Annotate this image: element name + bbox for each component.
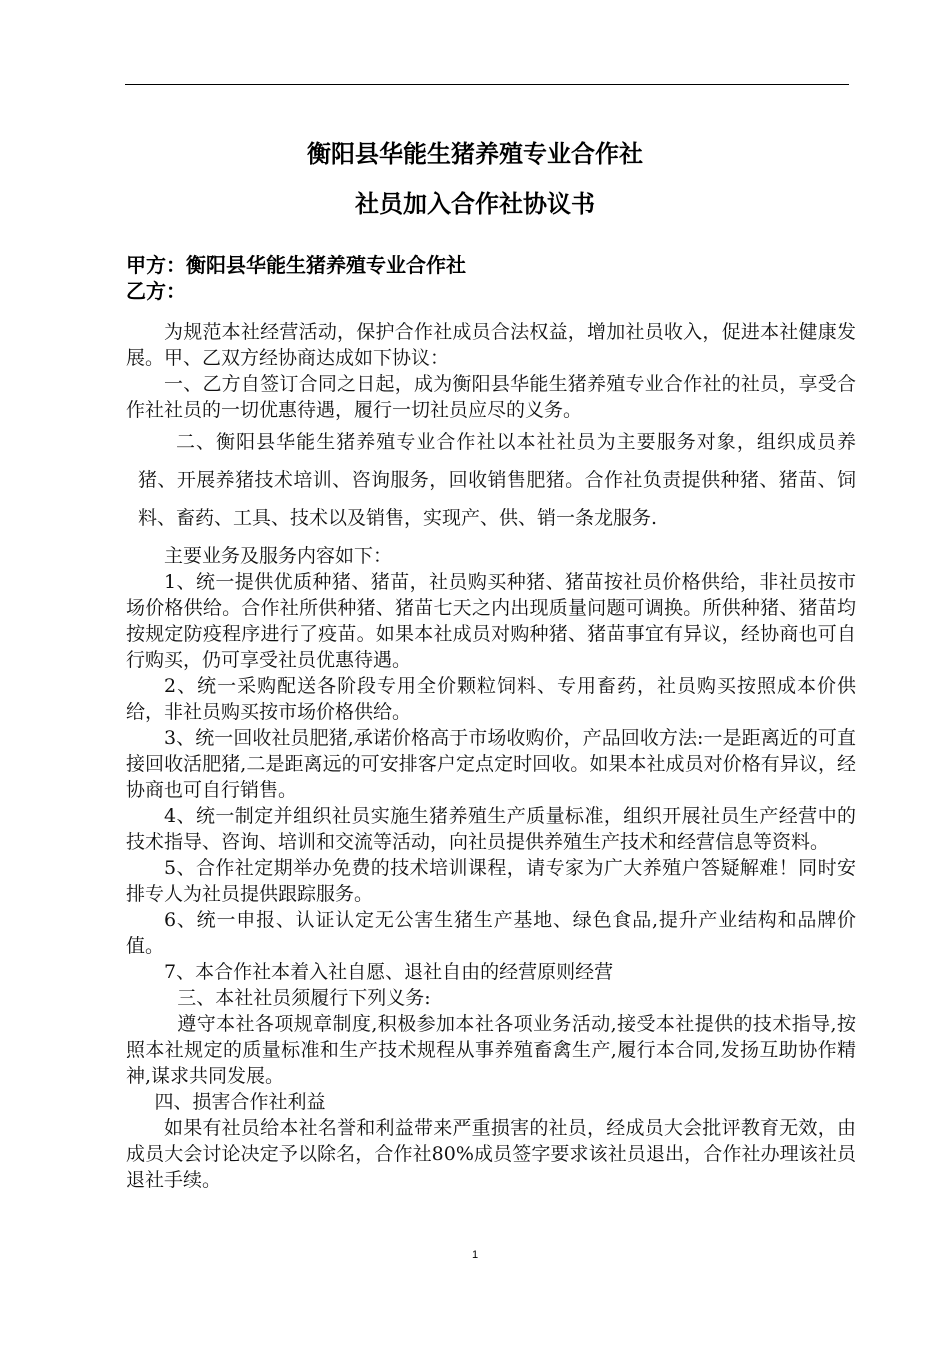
paragraph-services-heading: 主要业务及服务内容如下： xyxy=(164,545,393,567)
paragraph-service-5: 5、合作社定期举办免费的技术培训课程，请专家为广大养殖户答疑解难！同时安排专人为社员提供跟踪服务。 xyxy=(126,857,856,905)
agreement-body xyxy=(126,319,856,1193)
page-number: 1 xyxy=(471,1249,479,1261)
document-title: 衡阳县华能生猪养殖专业合作社 xyxy=(307,140,643,168)
paragraph-preamble: 为规范本社经营活动，保护合作社成员合法权益，增加社员收入，促进本社健康发展。甲、乙双方经协商达成如下协议： xyxy=(126,321,856,369)
paragraph-clause-3-body: 遵守本社各项规章制度,积极参加本社各项业务活动,接受本社提供的技术指导,按照本社规定的质量标准和生产技术规程从事养殖畜禽生产,履行本合同,发扬互助协作精神,谋求共同发展。 xyxy=(126,1013,856,1087)
paragraph-service-3: 3、统一回收社员肥猪,承诺价格高于市场收购价，产品回收方法:一是距离近的可直接回收活肥猪,二是距离远的可安排客户定点定时回收。如果本社成员对价格有异议，经协商也可自行销售。 xyxy=(126,727,856,801)
paragraph-clause-2: 二、衡阳县华能生猪养殖专业合作社以本社社员为主要服务对象，组织成员养猪、开展养猪技术培训、咨询服务，回收销售肥猪。合作社负责提供种猪、猪苗、饲料、畜药、工具、技术以及销售，实现产、供、销一条龙服务. xyxy=(138,431,856,529)
paragraph-service-4: 4、统一制定并组织社员实施生猪养殖生产质量标准，组织开展社员生产经营中的技术指导、咨询、培训和交流等活动，向社员提供养殖生产技术和经营信息等资料。 xyxy=(126,805,856,853)
paragraph-service-6: 6、统一申报、认证认定无公害生猪生产基地、绿色食品,提升产业结构和品牌价值。 xyxy=(126,909,856,957)
paragraph-clause-1: 一、乙方自签订合同之日起，成为衡阳县华能生猪养殖专业合作社的社员，享受合作社社员的一切优惠待遇，履行一切社员应尽的义务。 xyxy=(126,373,856,421)
document-subtitle: 社员加入合作社协议书 xyxy=(355,190,595,218)
party-b-line: 乙方： xyxy=(126,279,186,303)
paragraph-service-1: 1、统一提供优质种猪、猪苗，社员购买种猪、猪苗按社员价格供给，非社员按市场价格供给。合作社所供种猪、猪苗七天之内出现质量问题可调换。所供种猪、猪苗均按规定防疫程序进行了疫苗。如果本社成员对购种猪、猪苗事宜有异议，经协商也可自行购买，仍可享受社员优惠待遇。 xyxy=(126,571,856,671)
paragraph-clause-4-body: 如果有社员给本社名誉和利益带来严重损害的社员，经成员大会批评教育无效，由成员大会讨论决定予以除名，合作社80%成员签字要求该社员退出，合作社办理该社员退社手续。 xyxy=(126,1117,856,1191)
header-rule xyxy=(125,84,849,85)
paragraph-clause-3-heading: 三、本社社员须履行下列义务: xyxy=(177,987,431,1009)
paragraph-clause-4-heading: 四、损害合作社利益 xyxy=(154,1091,326,1113)
paragraph-service-7: 7、本合作社本着入社自愿、退社自由的经营原则经营 xyxy=(164,961,614,983)
party-a-line: 甲方：衡阳县华能生猪养殖专业合作社 xyxy=(126,253,466,277)
paragraph-service-2: 2、统一采购配送各阶段专用全价颗粒饲料、专用畜药，社员购买按照成本价供给，非社员购买按市场价格供给。 xyxy=(126,675,856,723)
